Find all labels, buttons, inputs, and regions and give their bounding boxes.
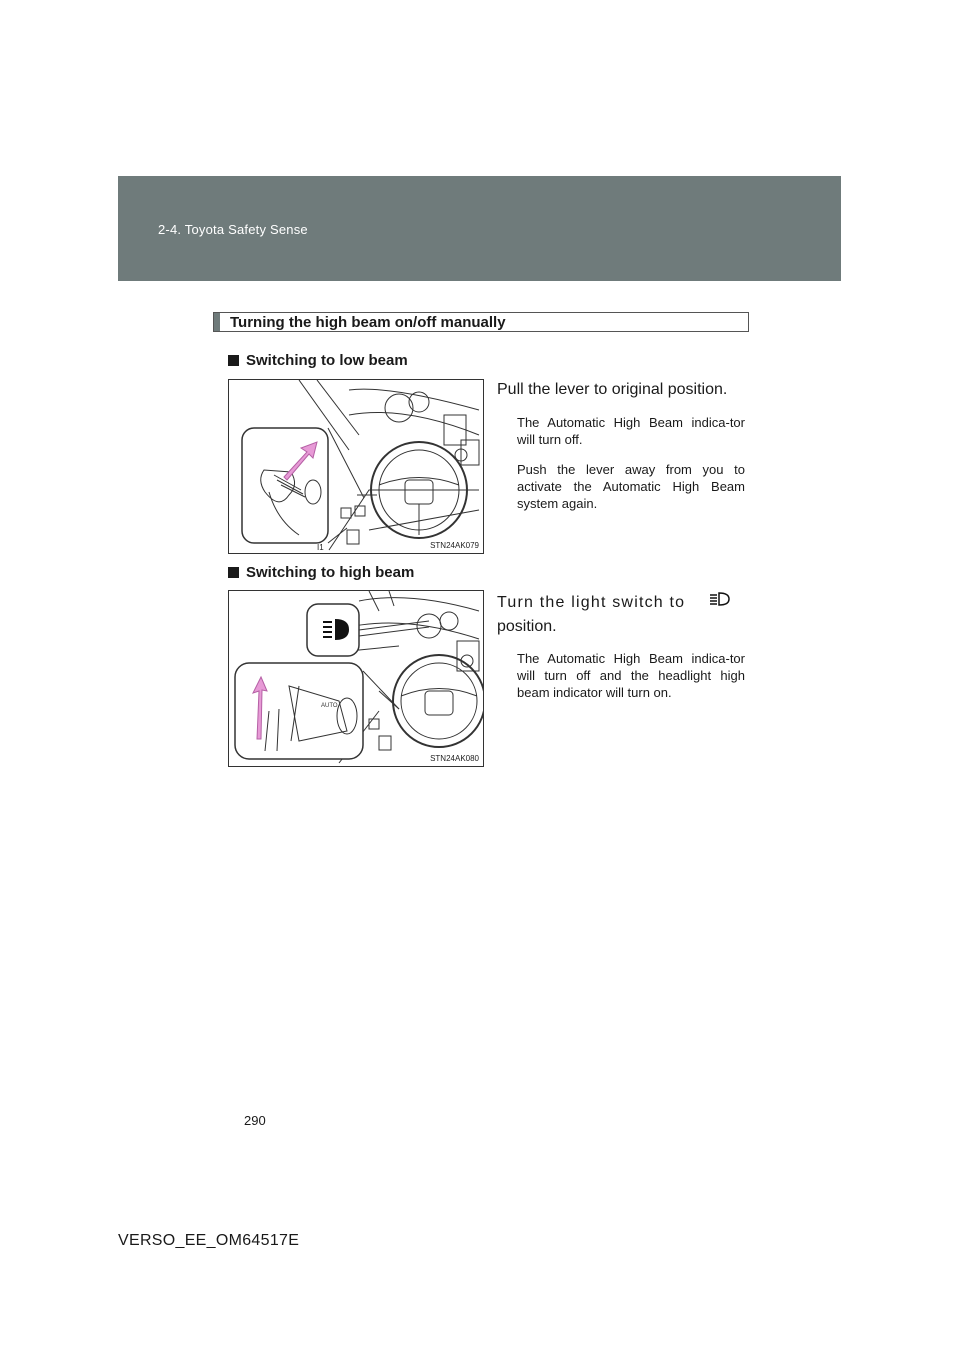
note-low-beam-1: The Automatic High Beam indica-tor will turn off. bbox=[517, 415, 745, 447]
item-heading-high-beam bbox=[228, 564, 414, 581]
high-beam-icon bbox=[708, 591, 732, 615]
item-heading-text: Switching to high beam bbox=[246, 564, 415, 581]
svg-text:AUTO: AUTO bbox=[321, 703, 338, 709]
instruction-low-beam: Pull the lever to original position. bbox=[497, 381, 728, 398]
subsection-heading bbox=[213, 312, 749, 332]
figure-high-beam bbox=[228, 590, 484, 767]
instruction-high-beam bbox=[497, 591, 749, 639]
square-bullet-icon bbox=[228, 355, 239, 366]
figure-low-beam bbox=[228, 379, 484, 554]
subsection-title: Turning the high beam on/off manually bbox=[230, 313, 506, 331]
note-low-beam-2: Push the lever away from you to activate the Automatic High Beam system again. bbox=[517, 462, 745, 511]
low-beam-illustration bbox=[229, 380, 483, 553]
heading-bar bbox=[214, 313, 220, 331]
document-code: VERSO_EE_OM64517E bbox=[118, 1232, 300, 1249]
note-high-beam-1: The Automatic High Beam indica-tor will turn off and the headlight high beam indicator will turn on. bbox=[517, 651, 745, 700]
section-title: 2-4. Toyota Safety Sense bbox=[158, 222, 308, 237]
instruction-text-2: position. bbox=[497, 618, 557, 636]
item-heading-text: Switching to low beam bbox=[246, 352, 408, 369]
header-band bbox=[118, 176, 841, 281]
high-beam-illustration bbox=[229, 591, 483, 766]
svg-text:I1: I1 bbox=[317, 543, 324, 552]
figure-code: STN24AK079 bbox=[430, 541, 479, 550]
instruction-text-1: Turn the light switch to bbox=[497, 594, 686, 612]
page-number: 290 bbox=[244, 1113, 266, 1128]
item-heading-low-beam bbox=[228, 352, 408, 369]
figure-code: STN24AK080 bbox=[430, 754, 479, 763]
square-bullet-icon bbox=[228, 567, 239, 578]
